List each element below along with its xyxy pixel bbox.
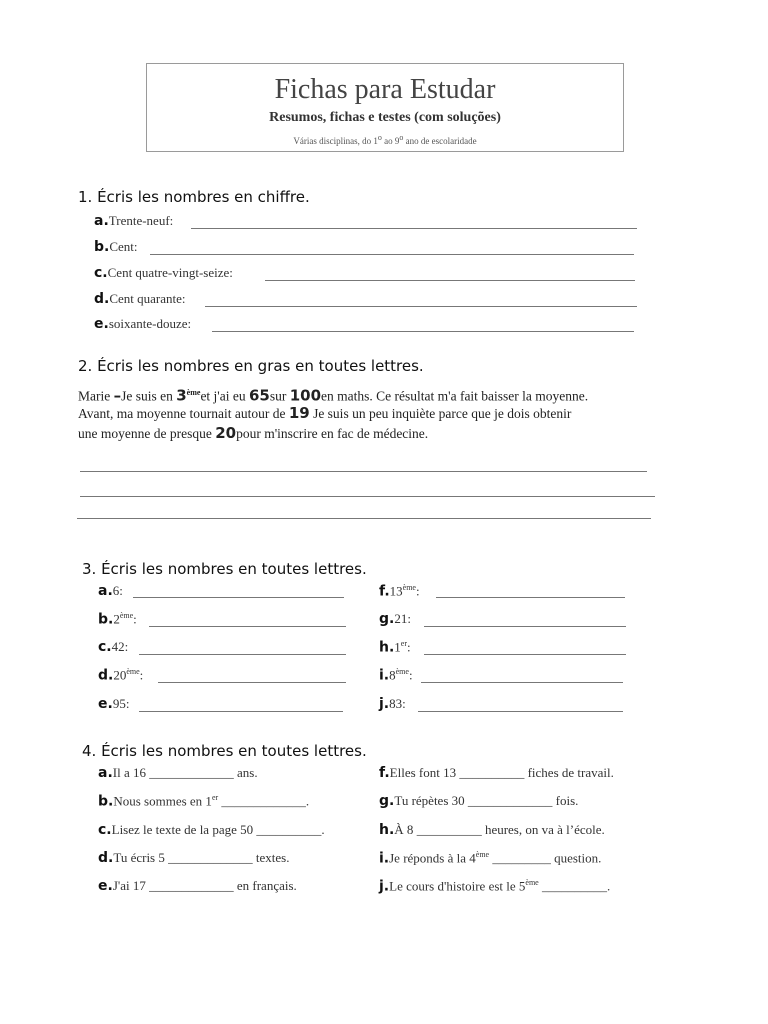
section4-title: 4. Écris les nombres en toutes lettres. (82, 742, 367, 760)
s4-blank-g[interactable]: _____________ (467, 793, 553, 808)
s4-item-c: c.Lisez le texte de la page 50 __________. (98, 822, 325, 838)
s3-answer-line-h[interactable] (424, 654, 626, 655)
s4-item-h: h.À 8 __________ heures, on va à l’école. (379, 822, 605, 838)
s4-item-g: g.Tu répètes 30 _____________ fois. (379, 793, 579, 809)
s3-answer-line-g[interactable] (424, 626, 626, 627)
s3-item-f: f.13ème: (379, 583, 420, 600)
s2-line2: Avant, ma moyenne tournait autour de 19 Je suis un peu inquiète parce que je dois obtenir (78, 404, 572, 422)
s4-item-d: d.Tu écris 5 _____________ textes. (98, 850, 290, 866)
section1-title: 1. Écris les nombres en chiffre. (78, 188, 310, 206)
s3-answer-line-b[interactable] (149, 626, 346, 627)
s3-item-a: a.6: (98, 583, 123, 599)
s1-item-a: a.Trente-neuf: (94, 213, 174, 229)
s4-blank-j[interactable]: __________ (538, 878, 607, 894)
header-title: Fichas para Estudar (274, 74, 496, 105)
s2-answer-line-2[interactable] (80, 496, 655, 497)
s4-item-j: j.Le cours d'histoire est le 5ème __________. (379, 878, 611, 895)
s3-answer-line-i[interactable] (421, 682, 623, 683)
s4-blank-d[interactable]: _____________ (168, 850, 253, 865)
s3-answer-line-j[interactable] (418, 711, 623, 712)
s4-blank-c[interactable]: __________ (256, 822, 322, 837)
s1-item-d: d.Cent quarante: (94, 291, 186, 307)
s1-answer-line-a[interactable] (191, 228, 637, 229)
s1-item-c: c.Cent quatre-vingt-seize: (94, 265, 233, 281)
s3-item-c: c.42: (98, 639, 129, 655)
s1-answer-line-c[interactable] (265, 280, 635, 281)
header-box (146, 63, 624, 152)
s1-answer-line-e[interactable] (212, 331, 634, 332)
s3-answer-line-e[interactable] (139, 711, 343, 712)
s3-answer-line-d[interactable] (158, 682, 346, 683)
s1-item-e: e.soixante-douze: (94, 316, 192, 332)
s2-answer-line-1[interactable] (80, 471, 647, 472)
s4-item-i: i.Je réponds à la 4ème _________ question. (379, 850, 602, 867)
s1-item-b: b.Cent: (94, 239, 138, 255)
s1-answer-line-b[interactable] (150, 254, 634, 255)
s4-item-e: e.J'ai 17 _____________ en français. (98, 878, 297, 894)
s4-item-b: b.Nous sommes en 1er _____________. (98, 793, 310, 810)
s4-item-a: a.Il a 16 _____________ ans. (98, 765, 258, 781)
s3-item-e: e.95: (98, 696, 130, 712)
section2-title: 2. Écris les nombres en gras en toutes lettres. (78, 357, 424, 375)
s4-blank-e[interactable]: _____________ (149, 878, 234, 893)
s3-answer-line-f[interactable] (436, 597, 625, 598)
s3-answer-line-a[interactable] (133, 597, 344, 598)
s3-answer-line-c[interactable] (139, 654, 346, 655)
s4-blank-b[interactable]: _____________ (218, 793, 306, 809)
s3-item-h: h.1er: (379, 639, 411, 656)
s2-answer-line-3[interactable] (77, 518, 651, 519)
header-tagline: Várias disciplinas, do 1$^o$ ao 9$^o$ ano de escolaridade (293, 133, 477, 146)
s3-item-j: j.83: (379, 696, 406, 712)
section3-title: 3. Écris les nombres en toutes lettres. (82, 560, 367, 578)
s3-item-b: b.2ème: (98, 611, 137, 628)
s1-answer-line-d[interactable] (205, 306, 637, 307)
s3-item-d: d.20ème: (98, 667, 144, 684)
s3-item-i: i.8ème: (379, 667, 413, 684)
s4-blank-a[interactable]: _____________ (149, 765, 234, 780)
s4-blank-h[interactable]: __________ (416, 822, 482, 837)
s3-item-g: g.21: (379, 611, 411, 627)
s2-line3: une moyenne de presque 20pour m'inscrire en fac de médecine. (78, 424, 429, 442)
header-subtitle: Resumos, fichas e testes (com soluções) (269, 110, 501, 125)
s4-item-f: f.Elles font 13 __________ fiches de travail. (379, 765, 614, 781)
s4-blank-i[interactable]: _________ (489, 850, 551, 866)
s2-line1: Marie –Je suis en 3èmeet j'ai eu 65sur 100en maths. Ce résultat m'a fait baisser la moyenne. (78, 386, 589, 405)
s4-blank-f[interactable]: __________ (459, 765, 525, 780)
